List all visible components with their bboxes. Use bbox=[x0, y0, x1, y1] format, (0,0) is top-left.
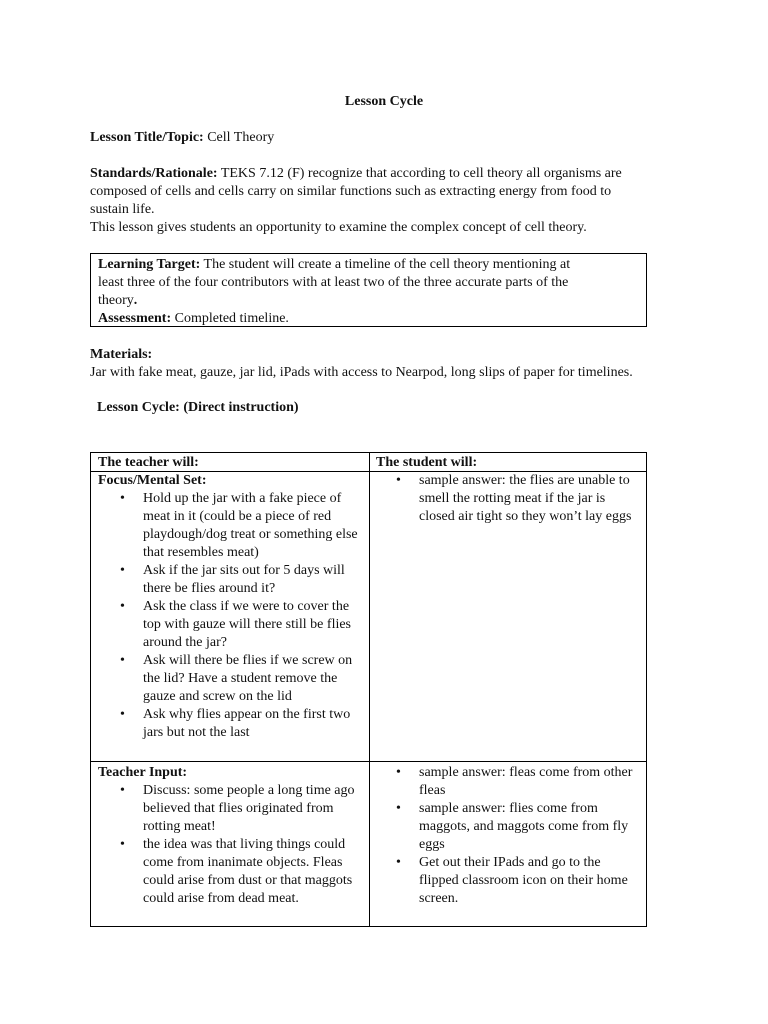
learning-target-text-3: theory bbox=[98, 293, 134, 308]
input-student-list bbox=[374, 764, 642, 908]
bullet-icon: • bbox=[396, 855, 401, 870]
input-student-item-text: sample answer: fleas come from other fleas bbox=[419, 765, 633, 798]
input-student-item bbox=[374, 800, 642, 854]
materials-label: Materials: bbox=[90, 347, 153, 362]
focus-teacher-item bbox=[98, 652, 363, 706]
bullet-icon: • bbox=[396, 765, 401, 780]
learning-target-period: . bbox=[133, 293, 138, 308]
student-column-header: The student will: bbox=[376, 455, 478, 470]
lesson-title-value: Cell Theory bbox=[203, 130, 275, 145]
bullet-icon: • bbox=[120, 599, 125, 614]
bullet-icon: • bbox=[120, 653, 125, 668]
lesson-title-line bbox=[90, 129, 670, 147]
input-student-item-text: sample answer: flies come from maggots, and maggots come from fly eggs bbox=[419, 801, 629, 852]
focus-teacher-item bbox=[98, 562, 363, 598]
input-student-item bbox=[374, 854, 642, 908]
input-teacher-list bbox=[98, 782, 363, 908]
bullet-icon: • bbox=[120, 783, 125, 798]
standards-line-1 bbox=[90, 165, 670, 183]
focus-teacher-item bbox=[98, 598, 363, 652]
focus-student-list bbox=[374, 472, 642, 526]
page-title: Lesson Cycle bbox=[344, 94, 424, 109]
focus-teacher-item bbox=[98, 706, 363, 742]
focus-teacher-item-text: Ask will there be flies if we screw on the lid? Have a student remove the gauze and screw on the lid bbox=[143, 653, 353, 704]
assessment-text: Completed timeline. bbox=[171, 311, 289, 326]
focus-teacher-item bbox=[98, 490, 363, 562]
bullet-icon: • bbox=[396, 473, 401, 488]
focus-teacher-item-text: Ask why flies appear on the first two jars but not the last bbox=[143, 707, 351, 740]
focus-student-item-text: sample answer: the flies are unable to smell the rotting meat if the jar is closed air tight so they won’t lay eggs bbox=[419, 473, 632, 524]
input-teacher-item-text: Discuss: some people a long time ago believed that flies originated from rotting meat! bbox=[143, 783, 355, 834]
input-student-item bbox=[374, 764, 642, 800]
focus-teacher-item-text: Hold up the jar with a fake piece of meat in it (could be a piece of red playdough/dog treat or something else that resembles meat) bbox=[143, 491, 358, 560]
input-teacher-item bbox=[98, 836, 363, 908]
focus-teacher-item-text: Ask the class if we were to cover the top with gauze will there still be flies around the jar? bbox=[143, 599, 352, 650]
assessment-line bbox=[98, 310, 639, 328]
learning-target-box bbox=[90, 253, 647, 327]
learning-target-line-1 bbox=[98, 256, 639, 274]
column-divider bbox=[369, 453, 370, 926]
standards-label: Standards/Rationale: bbox=[90, 166, 218, 181]
lesson-cycle-heading: Lesson Cycle: (Direct instruction) bbox=[97, 400, 299, 415]
learning-target-text-1: The student will create a timeline of the cell theory mentioning at bbox=[200, 257, 571, 272]
input-student-cell bbox=[374, 764, 642, 908]
learning-target-line-3 bbox=[98, 292, 639, 310]
bullet-icon: • bbox=[396, 801, 401, 816]
bullet-icon: • bbox=[120, 563, 125, 578]
bullet-icon: • bbox=[120, 837, 125, 852]
teacher-column-header: The teacher will: bbox=[98, 455, 199, 470]
materials-section bbox=[90, 346, 690, 382]
input-heading: Teacher Input: bbox=[98, 765, 188, 780]
materials-text: Jar with fake meat, gauze, jar lid, iPads with access to Nearpod, long slips of paper for timelines. bbox=[90, 365, 633, 380]
focus-teacher-item-text: Ask if the jar sits out for 5 days will there be flies around it? bbox=[143, 563, 345, 596]
standards-text-1: TEKS 7.12 (F) recognize that according to cell theory all organisms are bbox=[217, 166, 622, 181]
input-teacher-item bbox=[98, 782, 363, 836]
standards-section bbox=[90, 165, 670, 237]
lesson-cycle-table bbox=[90, 452, 647, 927]
bullet-icon: • bbox=[120, 707, 125, 722]
lesson-title-label: Lesson Title/Topic: bbox=[90, 130, 204, 145]
input-student-item-text: Get out their IPads and go to the flipped classroom icon on their home screen. bbox=[419, 855, 628, 906]
standards-line-2: composed of cells and cells carry on similar functions such as extracting energy from food to bbox=[90, 184, 612, 199]
focus-heading: Focus/Mental Set: bbox=[98, 473, 207, 488]
focus-student-item bbox=[374, 472, 642, 526]
assessment-label: Assessment: bbox=[98, 311, 172, 326]
standards-line-3: sustain life. bbox=[90, 202, 155, 217]
focus-student-cell bbox=[374, 472, 642, 526]
learning-target-line-2: least three of the four contributors with at least two of the three accurate parts of the bbox=[98, 275, 569, 290]
focus-teacher-list bbox=[98, 490, 363, 742]
input-teacher-item-text: the idea was that living things could come from inanimate objects. Fleas could arise from dust or that maggots could arise from dead meat. bbox=[143, 837, 353, 906]
standards-line-4: This lesson gives students an opportunity to examine the complex concept of cell theory. bbox=[90, 220, 587, 235]
row-divider bbox=[91, 761, 646, 762]
learning-target-label: Learning Target: bbox=[98, 257, 201, 272]
input-teacher-cell bbox=[98, 764, 363, 908]
bullet-icon: • bbox=[120, 491, 125, 506]
focus-teacher-cell bbox=[98, 472, 363, 742]
